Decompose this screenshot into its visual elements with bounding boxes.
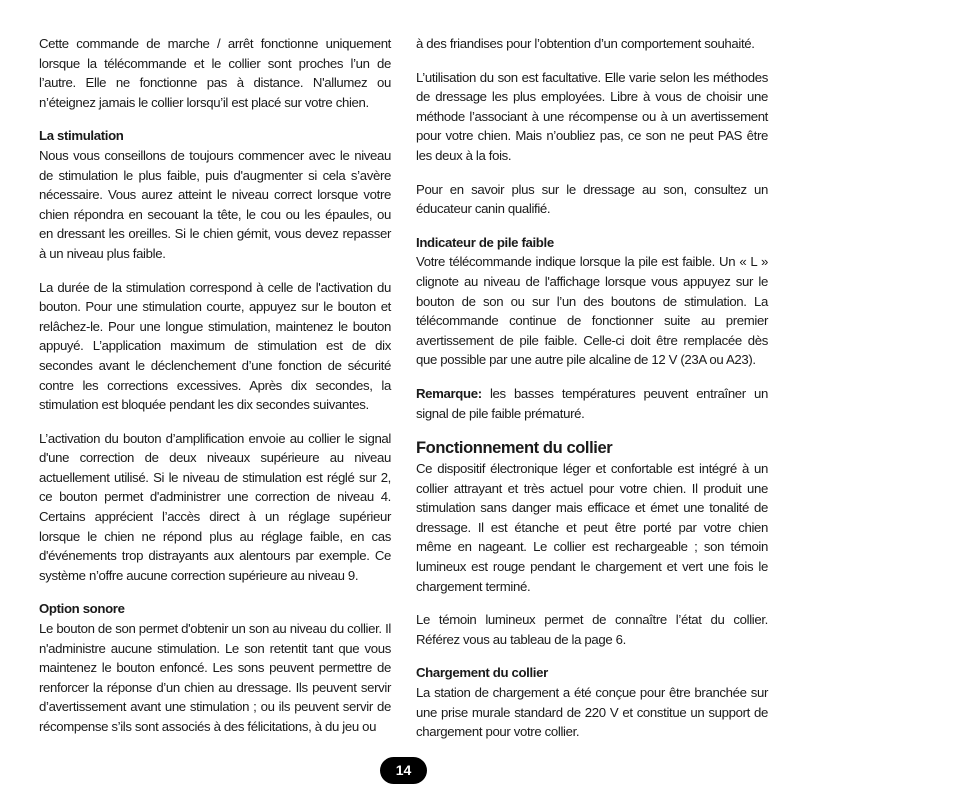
sound-paragraph-2: L’utilisation du son est facultative. Elle varie selon les méthodes de dressage les plus employées. Libre à vous de choisir une méthode l’associant à une récompense ou à un avertissement pour votre chien. Mais n’oubliez pas, ce son ne peut PAS être les deux à la fois.: [416, 69, 768, 163]
stimulation-paragraph-1: Nous vous conseillons de toujours commencer avec le niveau de stimulation le plus faible, puis d'augmenter si cela s’avère nécessaire. Vous aurez atteint le niveau correct lorsque votre chien répondra en secouant la tête, le cou ou les épaules, ou en dressant les oreilles. Si le chien gémit, vous devez repasser à un niveau plus faible.: [39, 147, 391, 261]
remark-text: les basses températures peuvent entraîner un signal de pile faible prématuré.: [416, 385, 768, 421]
charging-paragraph: La station de chargement a été conçue pour être branchée sur une prise murale standard de 220 V et constitue un support de chargement pour votre collier.: [416, 685, 768, 740]
stimulation-heading: La stimulation: [39, 128, 124, 144]
collar-paragraph-1: Ce dispositif électronique léger et confortable est intégré à un collier attrayant et très actuel pour votre chien. Il produit une stimulation sans danger mais efficace et émet une tonalité de dressage. Il est étanche et peut être porté par votre chien même en nageant. Le collier est rechargeable ; son témoin lumineux est rouge pendant le chargement et vert une fois le chargement terminé.: [416, 461, 768, 594]
remark-paragraph: [416, 384, 768, 423]
right-column: [416, 34, 768, 742]
left-column: [39, 34, 391, 737]
stimulation-paragraph-2: La durée de la stimulation correspond à celle de l'activation du bouton. Pour une stimulation courte, appuyez sur le bouton et relâchez-le. Pour une longue stimulation, maintenez le bouton appuyé. L’application maximum de stimulation est de dix secondes avant le déclenchement d’une fonction de sécurité contre les corrections excessives. Après dix secondes, la stimulation est bloquée pendant les dix secondes suivantes.: [39, 279, 391, 413]
sound-option-paragraph: Le bouton de son permet d'obtenir un son au niveau du collier. Il n'administre aucune stimulation. Le son retentit tant que vous maintenez le bouton enfoncé. Les sons peuvent permettre de renforcer la réponse d’un chien au dressage. Ils peuvent servir d’avertissement avant une stimulation ; ou ils peuvent servir de récompense s’ils sont associés à des félicitations, à du jeu ou: [39, 621, 391, 734]
collar-paragraph-2: Le témoin lumineux permet de connaître l’état du collier. Référez vous au tableau de la page 6.: [416, 612, 768, 647]
sound-option-heading: Option sonore: [39, 601, 125, 617]
remark-label: Remarque:: [416, 385, 482, 401]
page-number-badge: 14: [380, 757, 427, 784]
amplification-paragraph: L’activation du bouton d’amplification envoie au collier le signal d'une correction de deux niveaux supérieure au niveau actuellement utilisé. Si le niveau de stimulation est réglé sur 2, ce bouton permet d'administrer une correction de niveau 4. Certains apprécient l’accès direct à un réglage supérieur lorsque le chien ne répond plus au réglage faible, en cas d'événements trop distrayants aux alentours par exemple. Ce système n’offre aucune correction supérieure au niveau 9.: [39, 430, 391, 583]
collar-section-title: Fonctionnement du collier: [416, 439, 613, 458]
sound-paragraph-3: Pour en savoir plus sur le dressage au son, consultez un éducateur canin qualifié.: [416, 181, 768, 217]
low-battery-heading: Indicateur de pile faible: [416, 234, 554, 250]
sound-continuation: à des friandises pour l’obtention d’un comportement souhaité.: [416, 36, 755, 51]
low-battery-paragraph: Votre télécommande indique lorsque la pile est faible. Un « L » clignote au niveau de l'affichage lorsque vous appuyez sur le bouton de son ou sur l’un des boutons de stimulation. La télécommande continue de fonctionner suite au premier avertissement de pile faible. Celle-ci doit être remplacée dès que possible par une autre pile alcaline de 12 V (23A ou A23).: [416, 254, 768, 368]
intro-paragraph: Cette commande de marche / arrêt fonctionne uniquement lorsque la télécommande et le collier sont proches l’un de l’autre. Elle ne fonctionne pas à distance. N'allumez ou n’éteignez jamais le collier lorsqu’il est placé sur votre chien.: [39, 36, 391, 110]
charging-heading: Chargement du collier: [416, 665, 548, 681]
